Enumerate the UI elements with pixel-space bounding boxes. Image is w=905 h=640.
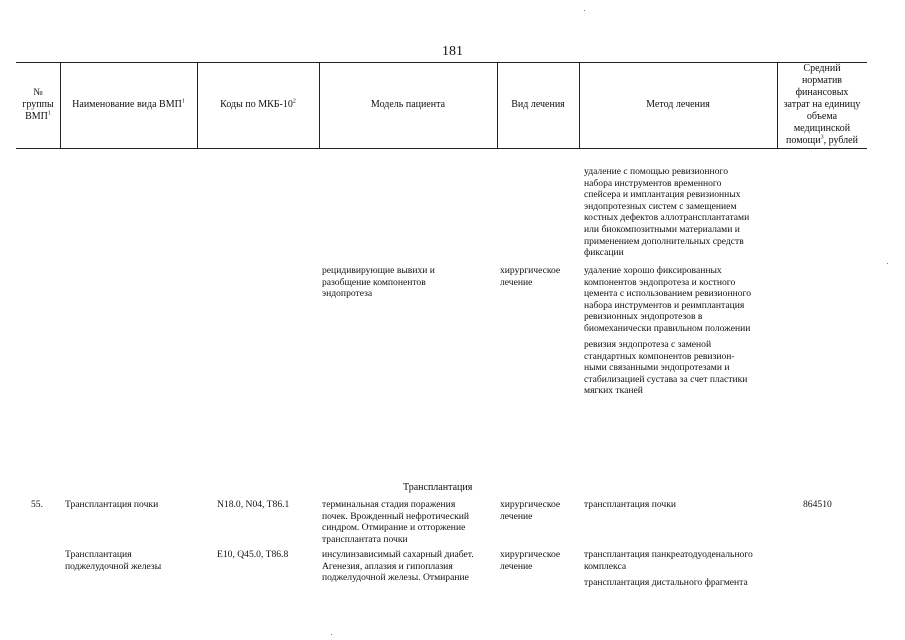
scan-speck — [331, 634, 332, 635]
kidney-average-cost: 864510 — [803, 499, 832, 510]
header-icd-codes — [197, 62, 319, 148]
pancreas-vmp-name: Трансплантация поджелудочной железы — [65, 549, 162, 572]
model-recurrent-dislocation: рецидивирующие вывихи и разобщение компонентов эндопротеза — [322, 265, 435, 300]
header-vmp-name-text: Наименование вида ВМП — [72, 99, 182, 110]
method-revision-spacer: удаление с помощью ревизионного набора инструментов временного спейсера и имплантация ревизионных эндопротезных систем с замещением костных дефектов аллотрансплантатами или биокомпозитными материалами и применением дополнительных средств фиксации — [584, 166, 750, 259]
header-average-cost-unit: , рублей — [823, 135, 858, 146]
header-bottom-border — [16, 148, 867, 149]
kidney-treatment-type: хирургическое лечение — [500, 499, 561, 522]
footnote-mark: 1 — [181, 98, 185, 105]
footnote-mark: 1 — [47, 110, 51, 117]
scan-speck — [584, 10, 585, 11]
scan-speck — [887, 263, 888, 264]
page-number: 181 — [442, 44, 463, 59]
pancreas-method-distal-fragment: трансплантация дистального фрагмента — [584, 577, 748, 588]
footnote-mark: 2 — [292, 98, 296, 105]
header-treatment-type: Вид лечения — [511, 99, 565, 110]
row-number-55: 55. — [31, 499, 43, 510]
pancreas-patient-model: инсулинзависимый сахарный диабет. Агенезия, аплазия и гипоплазия поджелудочной железы. Отмирание — [322, 549, 474, 584]
pancreas-treatment-type: хирургическое лечение — [500, 549, 561, 572]
header-icd-codes-text: Коды по МКБ-10 — [220, 99, 293, 110]
pancreas-icd-codes: E10, Q45.0, T86.8 — [217, 549, 289, 560]
header-average-cost-text: Средний норматив финансовых затрат на единицу объема медицинской помощи — [783, 63, 861, 146]
kidney-treatment-method: трансплантация почки — [584, 499, 677, 510]
treatment-type-surgical: хирургическое лечение — [500, 265, 561, 288]
kidney-icd-codes: N18.0, N04, T86.1 — [217, 499, 290, 510]
kidney-patient-model: терминальная стадия поражения почек. Врожденный нефротический синдром. Отмирание и отторжение трансплантата почки — [322, 499, 470, 545]
header-patient-model: Модель пациента — [370, 99, 446, 110]
header-group-number-text: № группы ВМП — [22, 87, 54, 122]
pancreas-method-pancreatoduodenal: трансплантация панкреатодуоденального комплекса — [584, 549, 753, 572]
method-revision-replace: ревизия эндопротеза с заменой стандартных компонентов ревизион- ными связанными эндопротезами и стабилизацией сустава за счет пластики мягких тканей — [584, 339, 748, 397]
method-removal-fixed-components: удаление хорошо фиксированных компонентов эндопротеза и костного цемента с использованием ревизионного набора инструментов и реимплантация ревизионных эндопротезов в биомеханически правильном положении — [584, 265, 752, 334]
header-treatment-method: Метод лечения — [646, 99, 710, 110]
footnote-mark: 3 — [820, 134, 824, 141]
header-vmp-name — [60, 62, 197, 148]
header-group-number — [16, 62, 60, 148]
kidney-vmp-name: Трансплантация почки — [65, 499, 159, 510]
section-title-transplantation: Трансплантация — [403, 482, 473, 493]
header-average-cost — [777, 62, 867, 148]
